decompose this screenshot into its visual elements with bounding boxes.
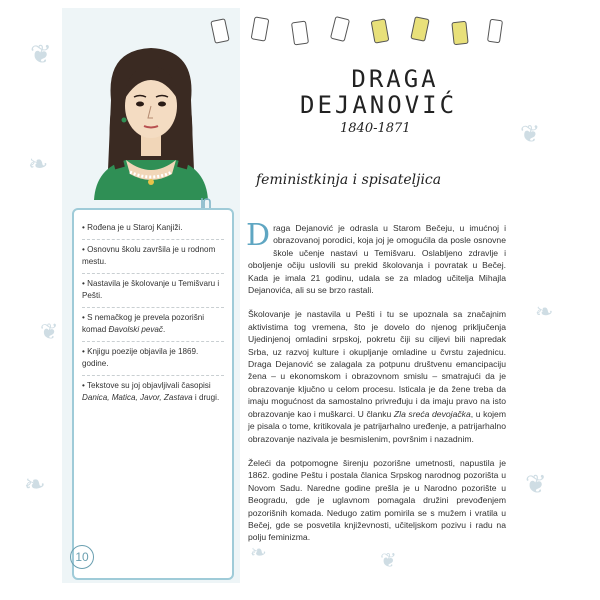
- leaf-decoration: ❧: [24, 470, 46, 500]
- last-name: DEJANOVIĆ: [300, 91, 458, 119]
- article-body: [246, 218, 506, 556]
- leaf-decoration: ❦: [30, 40, 52, 70]
- paragraph: Draga Dejanović je odrasla u Starom Bečeju, u imućnoj i obrazovanoj porodici, koja joj je omogućila da posle osnovne škole učenje nastavi u Temišvaru. Oslabljeno zdravlje i oboljenje očiju uslovili su prekid školovanja i povratak u Bečej. Kada je imala 21 godinu, udala se za mladog učitelja Mihajla Dejanovića, ali su se brzo rastali.: [246, 218, 506, 296]
- title-block: [300, 65, 490, 136]
- scroll-icon: [211, 17, 503, 45]
- fact-item: • Osnovnu školu završila je u rodnom mestu.: [82, 240, 224, 274]
- leaf-decoration: ❧: [28, 150, 49, 178]
- page-number: 10: [70, 545, 94, 569]
- leaf-decoration: ❦: [525, 470, 547, 500]
- first-name: DRAGA: [351, 65, 439, 93]
- fact-item: • Nastavila je školovanje u Temišvaru i Pešti.: [82, 274, 224, 308]
- leaf-decoration: ❧: [535, 300, 554, 325]
- drop-cap: D: [246, 218, 271, 253]
- life-years: 1840-1871: [340, 121, 411, 136]
- portrait-illustration: [86, 40, 216, 200]
- leaf-decoration: ❦: [520, 120, 541, 148]
- paragraph: Želeći da potpomogne širenju pozorišne umetnosti, napustila je 1862. godine Peštu i postala članica Srpskog narodnog pozorišta u Novom Sadu. Naredne godine prešla je u Narodno pozorište u Beogradu, gde je uglavnom pomagala družini prevođenjem pozorišnih komada. Nedugo zatim pomirila se s mužem i vratila u Bečej, gde se posvetila književnosti, učiteljskom pozivu i radu na polju feminizma.: [248, 457, 506, 543]
- facts-box: [72, 208, 234, 580]
- subtitle: feministkinja i spisateljica: [256, 172, 442, 188]
- leaf-decoration: ❦: [380, 548, 397, 572]
- fact-item: • Knjigu poezije objavila je 1869. godine.: [82, 342, 224, 376]
- scroll-decorations: [205, 12, 505, 52]
- leaf-decoration: ❧: [250, 540, 267, 564]
- paragraph: Školovanje je nastavila u Pešti i tu se upoznala sa značajnim aktivistima tog vremena, što je dovelo do njenog priključenja Ujedinjenoj omladini srpskoj, pokretu čiji su ciljevi bili napredak Srba, uz razvoj kulture i okupljanje omladine u čvrstu zajednicu. Draga Dejanović se zalagala za potpunu društvenu emancipaciju žena – u ekonomskom i obrazovnom smislu – smatrajući da je obrazovanje ključno u celom procesu. Isticala je da žene treba da imaju mogućnost da samostalno privređuju i da imaju pravo na isto obrazovanje kao i muškarci. U članku Zla sreća devojačka, u kojem je pisala o tome, kritikovala je patrijarhalno uređenje, a patrijarhalno obrazovanje nazivala je besmislenim, površnim i nazadnim.: [248, 309, 506, 444]
- fact-item: • S nemačkog je prevela pozorišni komad Đavolski pevač.: [82, 308, 224, 342]
- fact-item: • Tekstove su joj objavljivali časopisi Danica, Matica, Javor, Zastava i drugi.: [82, 381, 220, 402]
- leaf-decoration: ❦: [40, 320, 59, 345]
- fact-item: • Rođena je u Staroj Kanjiži.: [82, 218, 224, 240]
